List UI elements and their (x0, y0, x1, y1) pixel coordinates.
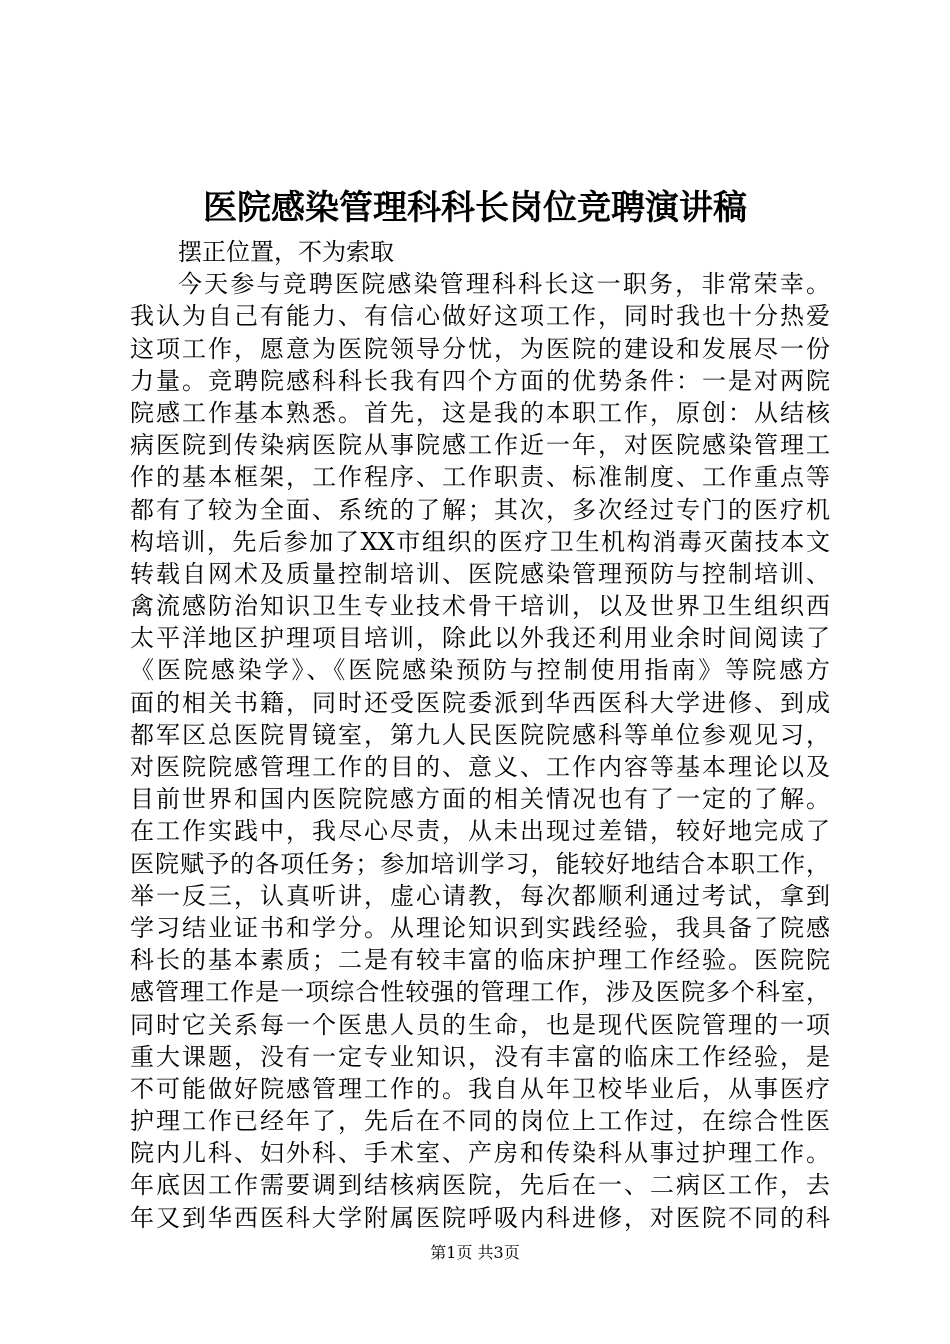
body-line: 禽流感防治知识卫生专业技术骨干培训，以及世界卫生组织西 (130, 592, 830, 621)
body-line: 构培训，先后参加了XX市组织的医疗卫生机构消毒灭菌技本文 (130, 527, 830, 556)
body-line: 目前世界和国内医院院感方面的相关情况也有了一定的了解。 (130, 785, 830, 814)
body-line: 院感工作基本熟悉。首先，这是我的本职工作，原创：从结核 (130, 398, 830, 427)
body-line: 年又到华西医科大学附属医院呼吸内科进修，对医院不同的科 (130, 1203, 830, 1232)
body-line: 科长的基本素质；二是有较丰富的临床护理工作经验。医院院 (130, 946, 830, 975)
body-line: 学习结业证书和学分。从理论知识到实践经验，我具备了院感 (130, 913, 830, 942)
body-line: 我认为自己有能力、有信心做好这项工作，同时我也十分热爱 (130, 302, 830, 331)
body-line: 举一反三，认真听讲，虚心请教，每次都顺利通过考试，拿到 (130, 881, 830, 910)
body-line: 重大课题，没有一定专业知识，没有丰富的临床工作经验，是 (130, 1042, 830, 1071)
body-line: 对医院院感管理工作的目的、意义、工作内容等基本理论以及 (130, 753, 830, 781)
body-line: 太平洋地区护理项目培训，除此以外我还利用业余时间阅读了 (130, 624, 830, 653)
body-line: 今天参与竞聘医院感染管理科科长这一职务，非常荣幸。 (178, 270, 830, 299)
body-line: 摆正位置，不为索取 (178, 238, 394, 266)
page-number-footer: 第1页 共3页 (430, 1243, 520, 1262)
body-line: 同时它关系每一个医患人员的生命，也是现代医院管理的一项 (130, 1010, 830, 1039)
document-title: 医院感染管理科科长岗位竞聘演讲稿 (203, 188, 747, 228)
body-line: 都有了较为全面、系统的了解；其次，多次经过专门的医疗机 (130, 495, 830, 524)
body-line: 这项工作，愿意为医院领导分忧，为医院的建设和发展尽一份 (130, 334, 830, 363)
body-line: 力量。竞聘院感科科长我有四个方面的优势条件：一是对两院 (130, 366, 830, 395)
body-line: 《医院感染学》、《医院感染预防与控制使用指南》等院感方 (130, 656, 830, 685)
body-line: 不可能做好院感管理工作的。我自从年卫校毕业后，从事医疗 (130, 1074, 830, 1103)
document-body (130, 236, 830, 1234)
body-line: 在工作实践中，我尽心尽责，从未出现过差错，较好地完成了 (130, 817, 830, 846)
body-line: 作的基本框架，工作程序、工作职责、标准制度、工作重点等 (130, 463, 830, 492)
body-line: 医院赋予的各项任务；参加培训学习，能较好地结合本职工作， (130, 849, 830, 878)
body-line: 感管理工作是一项综合性较强的管理工作，涉及医院多个科室， (130, 978, 830, 1007)
body-line: 都军区总医院胃镜室，第九人民医院院感科等单位参观见习， (130, 720, 830, 749)
body-line: 年底因工作需要调到结核病医院，先后在一、二病区工作，去 (130, 1171, 830, 1200)
body-line: 面的相关书籍，同时还受医院委派到华西医科大学进修、到成 (130, 688, 830, 717)
body-line: 护理工作已经年了，先后在不同的岗位上工作过，在综合性医 (130, 1107, 830, 1136)
body-line: 病医院到传染病医院从事院感工作近一年，对医院感染管理工 (130, 431, 830, 460)
body-line: 转载自网术及质量控制培训、医院感染管理预防与控制培训、 (130, 559, 830, 588)
body-line: 院内儿科、妇外科、手术室、产房和传染科从事过护理工作。 (130, 1139, 830, 1168)
